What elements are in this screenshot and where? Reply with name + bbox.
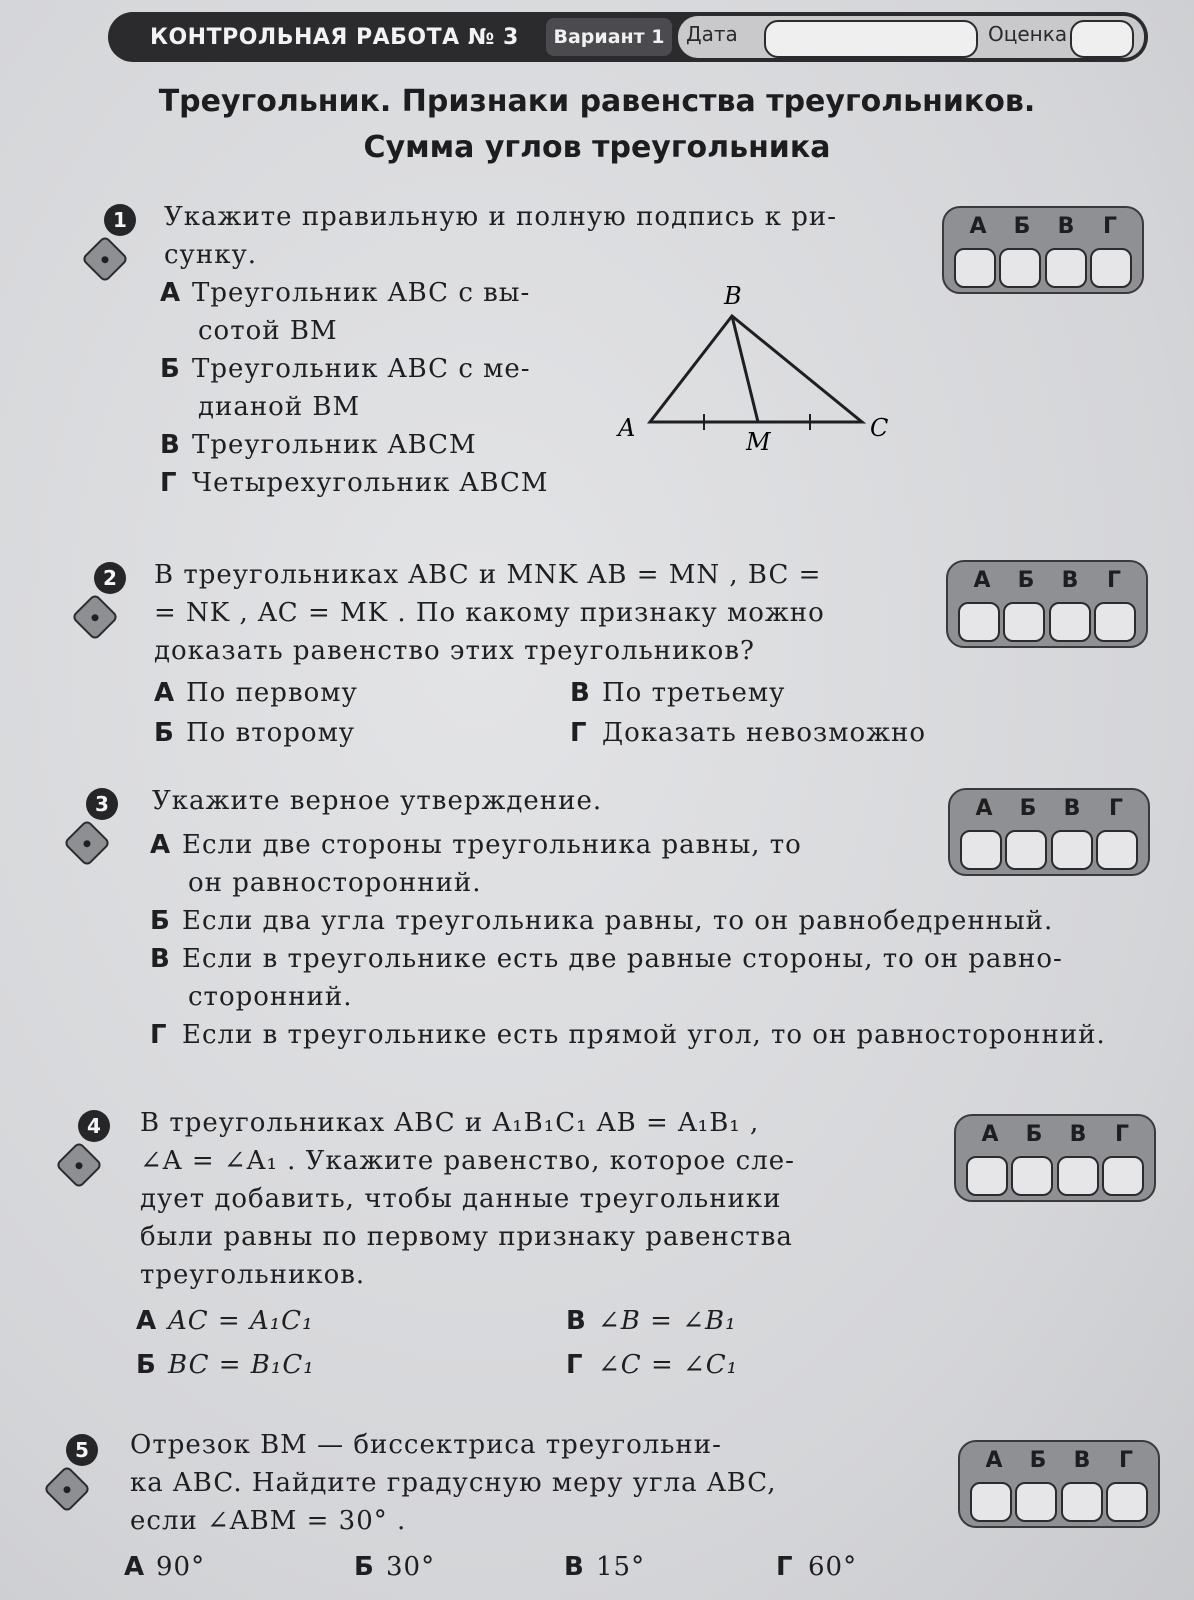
answer-boxes	[954, 248, 1132, 288]
question-number-badge: 3	[86, 788, 118, 820]
topic-line-1: Треугольник. Признаки равенства треугольников.	[158, 84, 1036, 119]
option-text: сотой BM	[198, 316, 338, 346]
option-letter: Г	[570, 718, 588, 748]
answer-checkbox[interactable]	[1051, 830, 1093, 870]
option-a[interactable]	[124, 1548, 205, 1586]
answer-grid	[954, 1114, 1156, 1202]
option-letter: Г	[566, 1350, 584, 1380]
answer-checkbox[interactable]	[1015, 1482, 1057, 1522]
option-text: Если в треугольнике есть прямой угол, то он равносторонний.	[182, 1020, 1106, 1050]
text-line: были равны по первому признаку равенства	[140, 1222, 793, 1252]
answer-grid	[948, 788, 1150, 876]
topic-line-2: Сумма углов треугольника	[363, 130, 831, 165]
answer-letter: Б	[1029, 1448, 1047, 1473]
option-letter: Б	[150, 906, 171, 936]
text-line: сунку.	[164, 240, 258, 270]
answer-checkbox[interactable]	[1106, 1482, 1148, 1522]
option-letter: Б	[136, 1350, 157, 1380]
option-g[interactable]	[570, 714, 926, 752]
answer-checkbox[interactable]	[1057, 1156, 1099, 1196]
answer-letter: Б	[1013, 214, 1031, 239]
answer-letter: А	[973, 568, 991, 593]
option-letter: В	[570, 678, 591, 708]
question-1-options	[160, 274, 549, 502]
vertex-label-b: B	[724, 282, 742, 310]
option-letter: Г	[160, 468, 178, 498]
grade-label: Оценка	[988, 22, 1068, 46]
question-2-text	[154, 556, 825, 670]
answer-boxes	[966, 1156, 1144, 1196]
answer-checkbox[interactable]	[954, 248, 996, 288]
option-letter: Б	[160, 354, 181, 384]
text-line: если ∠ABM = 30° .	[130, 1506, 407, 1536]
option-text: 90°	[156, 1552, 206, 1582]
answer-letter: Б	[1017, 568, 1035, 593]
answer-letters	[974, 1448, 1146, 1473]
option-letter: Б	[354, 1552, 375, 1582]
option-letter: А	[150, 830, 172, 860]
option-text: AC = A₁C₁	[168, 1306, 314, 1336]
option-v[interactable]	[564, 1548, 645, 1586]
answer-checkbox[interactable]	[960, 830, 1002, 870]
answer-checkbox[interactable]	[1061, 1482, 1103, 1522]
answer-letter: А	[985, 1448, 1003, 1473]
option-b[interactable]	[150, 902, 1106, 940]
answer-letters	[962, 568, 1134, 593]
option-text: BC = B₁C₁	[168, 1350, 315, 1380]
option-letter: А	[124, 1552, 146, 1582]
difficulty-diamond-icon	[81, 235, 129, 283]
triangle-figure	[600, 282, 900, 462]
answer-letter: В	[1057, 214, 1075, 239]
option-text: По третьему	[602, 678, 786, 708]
answer-letter: В	[1063, 796, 1081, 821]
option-a[interactable]	[154, 674, 358, 712]
answer-boxes	[970, 1482, 1148, 1522]
answer-letters	[964, 796, 1136, 821]
option-text: Если два угла треугольника равны, то он равнобедренный.	[182, 906, 1054, 936]
answer-checkbox[interactable]	[1096, 830, 1138, 870]
option-text: Треугольник ABC с ме-	[192, 354, 531, 384]
answer-letter: Г	[1108, 796, 1124, 821]
answer-checkbox[interactable]	[1094, 602, 1136, 642]
option-text: Треугольник ABCM	[192, 430, 477, 460]
option-letter: А	[154, 678, 176, 708]
text-line: треугольников.	[140, 1260, 366, 1290]
answer-letter: А	[969, 214, 987, 239]
text-line: ка ABC. Найдите градусную меру угла ABC,	[130, 1468, 777, 1498]
answer-letter: В	[1061, 568, 1079, 593]
text-line: В треугольниках ABC и MNK AB = MN , BC =	[154, 560, 822, 590]
question-number-badge: 4	[78, 1110, 110, 1142]
option-text: Если две стороны треугольника равны, то	[182, 830, 802, 860]
answer-letter: А	[975, 796, 993, 821]
option-text: дианой BM	[198, 392, 361, 422]
option-b[interactable]	[160, 350, 549, 388]
option-b[interactable]	[136, 1346, 315, 1384]
difficulty-diamond-icon	[55, 1141, 103, 1189]
answer-grid	[942, 206, 1144, 294]
test-title: КОНТРОЛЬНАЯ РАБОТА № 3	[150, 24, 519, 50]
answer-letter: Г	[1118, 1448, 1134, 1473]
answer-grid	[958, 1440, 1160, 1528]
date-label: Дата	[686, 22, 738, 46]
option-text: 15°	[596, 1552, 646, 1582]
text-line: В треугольниках ABC и A₁B₁C₁ AB = A₁B₁ ,	[140, 1108, 760, 1138]
option-letter: А	[136, 1306, 158, 1336]
option-a[interactable]	[136, 1302, 314, 1340]
option-text: По первому	[186, 678, 358, 708]
text-line: = NK , AC = MK . По какому признаку можно	[154, 598, 825, 628]
answer-letter: Б	[1019, 796, 1037, 821]
option-b[interactable]	[354, 1548, 435, 1586]
answer-checkbox[interactable]	[1090, 248, 1132, 288]
question-number-badge: 1	[104, 204, 136, 236]
answer-checkbox[interactable]	[1049, 602, 1091, 642]
answer-checkbox[interactable]	[999, 248, 1041, 288]
question-number-badge: 2	[94, 562, 126, 594]
question-1-text	[164, 198, 837, 274]
option-text: Если в треугольнике есть две равные стороны, то он равно-	[182, 944, 1063, 974]
answer-checkbox[interactable]	[1005, 830, 1047, 870]
option-text: 30°	[386, 1552, 436, 1582]
answer-checkbox[interactable]	[1011, 1156, 1053, 1196]
answer-boxes	[958, 602, 1136, 642]
option-v[interactable]	[566, 1302, 737, 1340]
answer-grid	[946, 560, 1148, 648]
answer-letter: А	[981, 1122, 999, 1147]
option-text: По второму	[186, 718, 356, 748]
option-letter: Г	[150, 1020, 168, 1050]
option-letter: Г	[776, 1552, 794, 1582]
option-v[interactable]	[150, 940, 1106, 978]
triangle-abc	[650, 316, 862, 422]
text-line: доказать равенство этих треугольников?	[154, 636, 755, 666]
text-line: Укажите правильную и полную подпись к ри-	[164, 202, 837, 232]
option-g[interactable]	[776, 1548, 857, 1586]
date-field[interactable]	[764, 20, 978, 58]
answer-boxes	[960, 830, 1138, 870]
answer-checkbox[interactable]	[958, 602, 1000, 642]
answer-letter: В	[1073, 1448, 1091, 1473]
answer-letter: Б	[1025, 1122, 1043, 1147]
option-text: Доказать невозможно	[602, 718, 926, 748]
option-letter: В	[160, 430, 181, 460]
option-g[interactable]	[566, 1346, 738, 1384]
question-3-text: Укажите верное утверждение.	[152, 786, 603, 816]
option-v[interactable]	[570, 674, 785, 712]
answer-letter: Г	[1106, 568, 1122, 593]
variant-label: Вариант 1	[546, 18, 672, 56]
text-line: дует добавить, чтобы данные треугольники	[140, 1184, 782, 1214]
header-bar	[108, 12, 1148, 62]
answer-letter: Г	[1102, 214, 1118, 239]
answer-checkbox[interactable]	[1102, 1156, 1144, 1196]
option-text: сторонний.	[188, 982, 353, 1012]
answer-letter: В	[1069, 1122, 1087, 1147]
option-b[interactable]	[154, 714, 355, 752]
answer-checkbox[interactable]	[1045, 248, 1087, 288]
option-text: 60°	[808, 1552, 858, 1582]
option-v[interactable]	[160, 426, 549, 464]
grade-field[interactable]	[1070, 20, 1134, 58]
answer-checkbox[interactable]	[970, 1482, 1012, 1522]
answer-checkbox[interactable]	[1003, 602, 1045, 642]
option-letter: В	[566, 1306, 587, 1336]
question-4-text	[140, 1104, 795, 1294]
answer-letter: Г	[1114, 1122, 1130, 1147]
option-a[interactable]	[160, 274, 549, 312]
option-text: Треугольник ABC с вы-	[192, 278, 531, 308]
option-letter: В	[564, 1552, 585, 1582]
question-number-badge: 5	[66, 1434, 98, 1466]
option-letter: А	[160, 278, 182, 308]
question-5-text	[130, 1426, 777, 1540]
answer-letters	[958, 214, 1130, 239]
option-letter: В	[150, 944, 171, 974]
point-label-m: M	[746, 428, 771, 456]
vertex-label-c: C	[870, 414, 889, 442]
difficulty-diamond-icon	[43, 1465, 91, 1513]
text-line: Отрезок BM — биссектриса треугольни-	[130, 1430, 722, 1460]
option-g[interactable]	[150, 1016, 1106, 1054]
difficulty-diamond-icon	[63, 819, 111, 867]
difficulty-diamond-icon	[71, 593, 119, 641]
answer-letters	[970, 1122, 1142, 1147]
option-text: Четырехугольник ABCM	[192, 468, 549, 498]
answer-checkbox[interactable]	[966, 1156, 1008, 1196]
option-text: ∠B = ∠B₁	[598, 1306, 737, 1336]
text-line: ∠A = ∠A₁ . Укажите равенство, которое сле-	[140, 1146, 795, 1176]
option-g[interactable]	[160, 464, 549, 502]
vertex-label-a: A	[618, 414, 636, 442]
option-text: ∠C = ∠C₁	[598, 1350, 739, 1380]
segment-bm	[732, 316, 758, 422]
option-text: он равносторонний.	[188, 868, 482, 898]
option-letter: Б	[154, 718, 175, 748]
